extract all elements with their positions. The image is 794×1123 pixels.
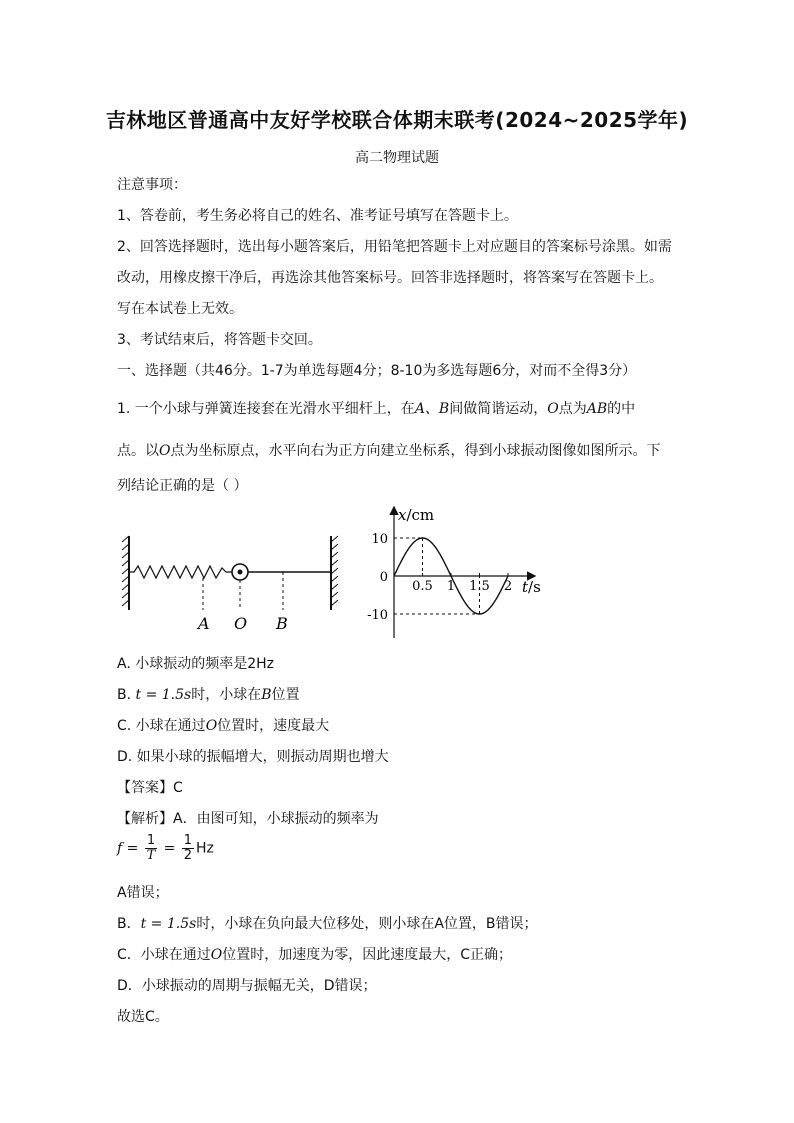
x-tick-label: 0.5 — [412, 579, 433, 594]
stem-var-AB: AB — [586, 401, 608, 417]
stem-var-ab: A、B — [414, 401, 450, 417]
notice-item-3: 3、考试结束后，将答题卡交回。 — [117, 332, 322, 348]
option-c-text: C. 小球在通过 — [117, 718, 206, 734]
analysis-b-time: t = 1.5s — [140, 916, 197, 932]
formula-unit: Hz — [196, 840, 214, 857]
y-axis-label-unit: /cm — [406, 506, 435, 524]
section-1-heading: 一、选择题（共46分。1-7为单选每题4分；8-10为多选每题6分，对而不全得3分） — [117, 363, 637, 379]
x-tick-label: 1.5 — [469, 579, 490, 594]
x-tick-label: 1 — [446, 579, 456, 594]
stem-text: 点。以 — [117, 443, 159, 459]
fraction-numerator: 1 — [146, 833, 156, 848]
analysis-d: D．小球振动的周期与振幅无关，D错误； — [117, 978, 377, 994]
option-b-time: t = 1.5s — [135, 687, 192, 703]
analysis-a: A错误； — [117, 885, 169, 901]
notice-item-2-line-3: 写在本试卷上无效。 — [117, 301, 243, 317]
x-axis-label-unit: /s — [528, 578, 541, 596]
formula-lhs: f = — [117, 840, 139, 857]
notice-heading: 注意事项： — [117, 177, 187, 193]
label-a: A — [198, 614, 210, 633]
x-tick-label: 2 — [503, 579, 513, 594]
stem-text: 的中 — [607, 401, 636, 417]
formula-equals: = — [163, 840, 176, 857]
fraction-denominator: T — [146, 848, 156, 863]
notice-item-2-line-2: 改动，用橡皮擦干净后，再选涂其他答案标号。回答非选择题时，将答案写在答题卡上。 — [117, 270, 663, 286]
x-axis-label-var: t — [522, 578, 529, 596]
question-1-stem-line-3: 列结论正确的是（ ） — [117, 478, 248, 494]
stem-text: 点为 — [558, 401, 587, 417]
option-b — [117, 686, 677, 704]
y-tick-label: 10 — [371, 532, 388, 547]
notice-item-1: 1、答卷前，考生务必将自己的姓名、准考证号填写在答题卡上。 — [117, 208, 518, 224]
analysis-c — [117, 946, 677, 964]
question-1-stem-line-2 — [117, 442, 677, 460]
analysis-c-text: 位置时，加速度为零，因此速度最大，C正确； — [222, 947, 513, 963]
left-wall-hatch — [122, 536, 129, 606]
label-b: B — [276, 614, 288, 633]
ball-center — [238, 570, 243, 575]
y-axis-label — [398, 506, 434, 524]
displacement-time-chart — [356, 498, 556, 648]
option-b-text: 时，小球在 — [191, 687, 262, 703]
question-1-stem-line-1 — [117, 400, 677, 418]
right-wall-hatch — [331, 536, 338, 606]
stem-text: 间做简谐运动， — [449, 401, 548, 417]
spring-figure — [120, 528, 340, 638]
page-subtitle: 高二物理试题 — [355, 150, 439, 166]
label-o: O — [234, 614, 248, 633]
stem-var-o: O — [159, 443, 171, 459]
analysis-conclusion: 故选C。 — [117, 1009, 169, 1025]
analysis-c-var: O — [210, 947, 223, 963]
y-axis-label-var: x — [398, 506, 407, 524]
analysis-b — [117, 915, 677, 933]
analysis-b-text: 时，小球在负向最大位移处，则小球在A位置，B错误； — [196, 916, 538, 932]
fraction-numerator: 1 — [183, 833, 193, 848]
option-c — [117, 717, 677, 735]
fraction-denominator: 2 — [183, 848, 193, 863]
spring — [130, 566, 232, 578]
analysis-intro: 【解析】A．由图可知，小球振动的频率为 — [117, 811, 379, 827]
analysis-b-prefix: B． — [117, 916, 141, 932]
notice-item-2-line-1: 2、回答选择题时，选出每小题答案后，用铅笔把答题卡上对应题目的答案标号涂黑。如需 — [117, 239, 672, 255]
option-d: D. 如果小球的振幅增大，则振动周期也增大 — [117, 749, 389, 765]
x-axis-label — [522, 578, 541, 596]
answer: 【答案】C — [117, 780, 183, 796]
y-tick-label: -10 — [367, 608, 388, 623]
y-tick-label: 0 — [379, 570, 388, 585]
fraction-1-over-T — [145, 834, 157, 863]
option-b-var: B — [261, 687, 272, 703]
option-c-var: O — [205, 718, 218, 734]
fraction-1-over-2 — [182, 834, 194, 863]
option-b-prefix: B. — [117, 687, 132, 703]
stem-text: 1. 一个小球与弹簧连接套在光滑水平细杆上，在 — [117, 401, 415, 417]
option-a: A. 小球振动的频率是2Hz — [117, 656, 275, 672]
stem-text: 点为坐标原点，水平向右为正方向建立坐标系，得到小球振动图像如图所示。下 — [170, 443, 661, 459]
page-title: 吉林地区普通高中友好学校联合体期末联考(2024~2025学年) — [105, 108, 689, 132]
option-b-text: 位置 — [271, 687, 300, 703]
stem-var-o: O — [547, 401, 559, 417]
analysis-c-text: C．小球在通过 — [117, 947, 211, 963]
frequency-formula — [117, 834, 677, 863]
chart-ticks — [367, 532, 512, 623]
option-c-text: 位置时，速度最大 — [217, 718, 330, 734]
